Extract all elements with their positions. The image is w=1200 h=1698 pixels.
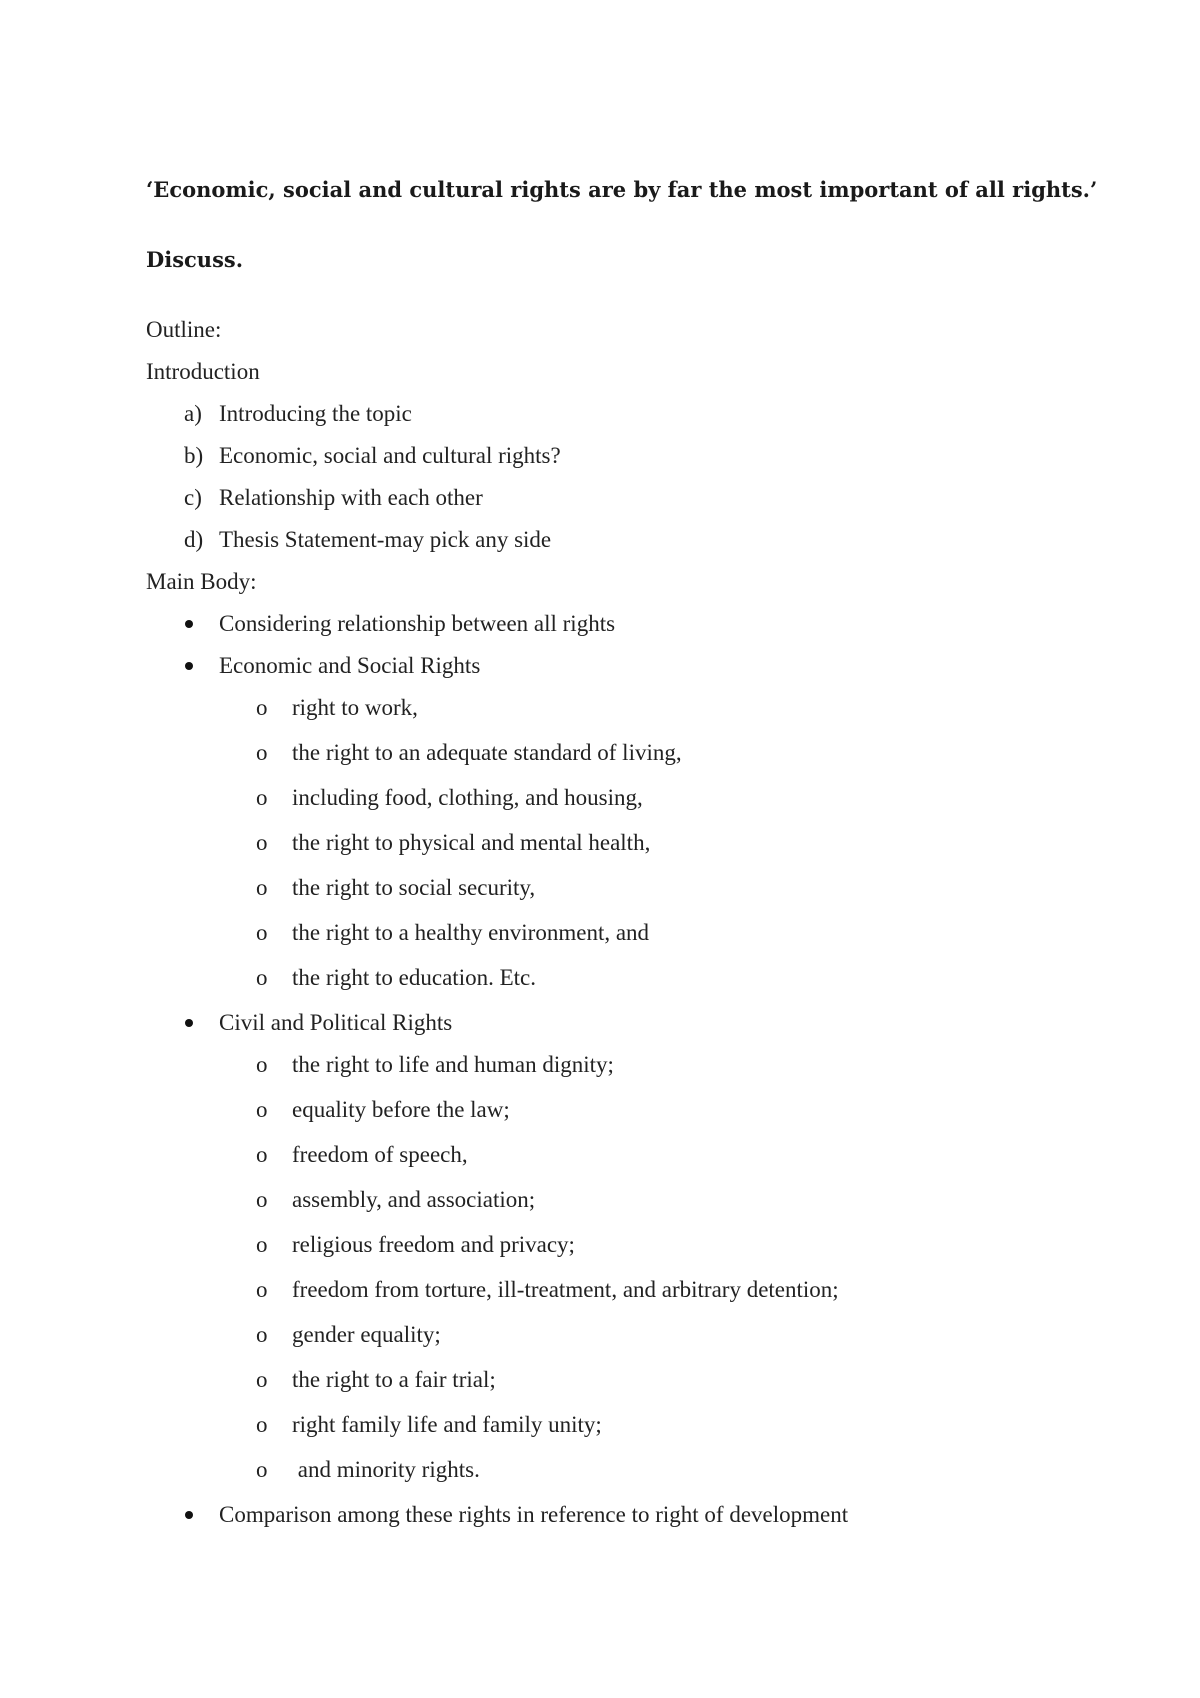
intro-item — [0, 525, 1200, 555]
circle-bullet-icon: o — [256, 1052, 268, 1077]
sub-item-text: freedom from torture, ill-treatment, and arbitrary detention; — [292, 1277, 839, 1302]
intro-item — [0, 483, 1200, 513]
circle-bullet-icon: o — [256, 1097, 268, 1122]
main-bullet-text: Comparison among these rights in reference to right of development — [219, 1502, 849, 1527]
circle-bullet-icon: o — [256, 1322, 268, 1347]
main-bullet-text: Civil and Political Rights — [219, 1010, 453, 1035]
sub-item — [0, 918, 1200, 948]
circle-bullet-icon: o — [256, 1367, 268, 1392]
bullet-icon — [185, 1019, 193, 1027]
list-marker: b) — [184, 443, 204, 468]
sub-item-text: including food, clothing, and housing, — [292, 785, 643, 810]
sub-item-text: the right to physical and mental health, — [292, 830, 651, 855]
sub-item-text: assembly, and association; — [292, 1187, 536, 1212]
circle-bullet-icon: o — [256, 1277, 268, 1302]
circle-bullet-icon: o — [256, 875, 268, 900]
sub-item — [0, 1410, 1200, 1440]
list-marker: d) — [184, 527, 204, 552]
bullet-icon — [185, 662, 193, 670]
sub-item — [0, 1365, 1200, 1395]
circle-bullet-icon: o — [256, 1187, 268, 1212]
sub-item — [0, 693, 1200, 723]
sub-item-text: right to work, — [292, 695, 418, 720]
sub-item — [0, 1050, 1200, 1080]
bullet-icon — [185, 620, 193, 628]
outline-label: Outline: — [146, 317, 222, 342]
introduction-label: Introduction — [146, 359, 260, 384]
sub-item-text: the right to a healthy environment, and — [292, 920, 650, 945]
sub-item — [0, 1140, 1200, 1170]
sub-item-text: the right to an adequate standard of living, — [292, 740, 682, 765]
circle-bullet-icon: o — [256, 830, 268, 855]
circle-bullet-icon: o — [256, 785, 268, 810]
circle-bullet-icon: o — [256, 920, 268, 945]
circle-bullet-icon: o — [256, 695, 268, 720]
sub-item — [0, 738, 1200, 768]
list-marker: c) — [184, 485, 202, 510]
sub-item — [0, 1320, 1200, 1350]
intro-item-text: Economic, social and cultural rights? — [219, 443, 561, 468]
main-body-label: Main Body: — [146, 569, 257, 594]
main-bullet-text: Considering relationship between all rights — [219, 611, 616, 636]
sub-item — [0, 963, 1200, 993]
intro-item — [0, 441, 1200, 471]
main-bullet — [0, 609, 1200, 639]
main-bullet — [0, 651, 1200, 681]
sub-item — [0, 1275, 1200, 1305]
sub-item-text: the right to life and human dignity; — [292, 1052, 614, 1077]
sub-item — [0, 828, 1200, 858]
intro-item-text: Relationship with each other — [219, 485, 483, 510]
sub-item-text: the right to a fair trial; — [292, 1367, 496, 1392]
sub-item-text: equality before the law; — [292, 1097, 510, 1122]
main-bullet — [0, 1008, 1200, 1038]
circle-bullet-icon: o — [256, 1232, 268, 1257]
discuss-heading: Discuss. — [146, 247, 244, 272]
bullet-icon — [185, 1511, 193, 1519]
sub-item — [0, 1185, 1200, 1215]
sub-item — [0, 1230, 1200, 1260]
sub-item — [0, 873, 1200, 903]
sub-item-text: the right to education. Etc. — [292, 965, 536, 990]
intro-item — [0, 399, 1200, 429]
circle-bullet-icon: o — [256, 1142, 268, 1167]
sub-item-text: right family life and family unity; — [292, 1412, 602, 1437]
document-title: ‘Economic, social and cultural rights are by far the most important of all rights.’ — [146, 177, 1098, 202]
main-bullet-text: Economic and Social Rights — [219, 653, 481, 678]
sub-item-text: freedom of speech, — [292, 1142, 468, 1167]
list-marker: a) — [184, 401, 202, 426]
intro-item-text: Introducing the topic — [219, 401, 412, 426]
sub-item — [0, 783, 1200, 813]
sub-item-text: and minority rights. — [292, 1457, 480, 1482]
circle-bullet-icon: o — [256, 1457, 268, 1482]
intro-item-text: Thesis Statement-may pick any side — [219, 527, 552, 552]
sub-item — [0, 1095, 1200, 1125]
circle-bullet-icon: o — [256, 740, 268, 765]
sub-item-text: religious freedom and privacy; — [292, 1232, 575, 1257]
sub-item-text: gender equality; — [292, 1322, 441, 1347]
circle-bullet-icon: o — [256, 965, 268, 990]
main-bullet — [0, 1500, 1200, 1530]
circle-bullet-icon: o — [256, 1412, 268, 1437]
sub-item-text: the right to social security, — [292, 875, 536, 900]
sub-item — [0, 1455, 1200, 1485]
